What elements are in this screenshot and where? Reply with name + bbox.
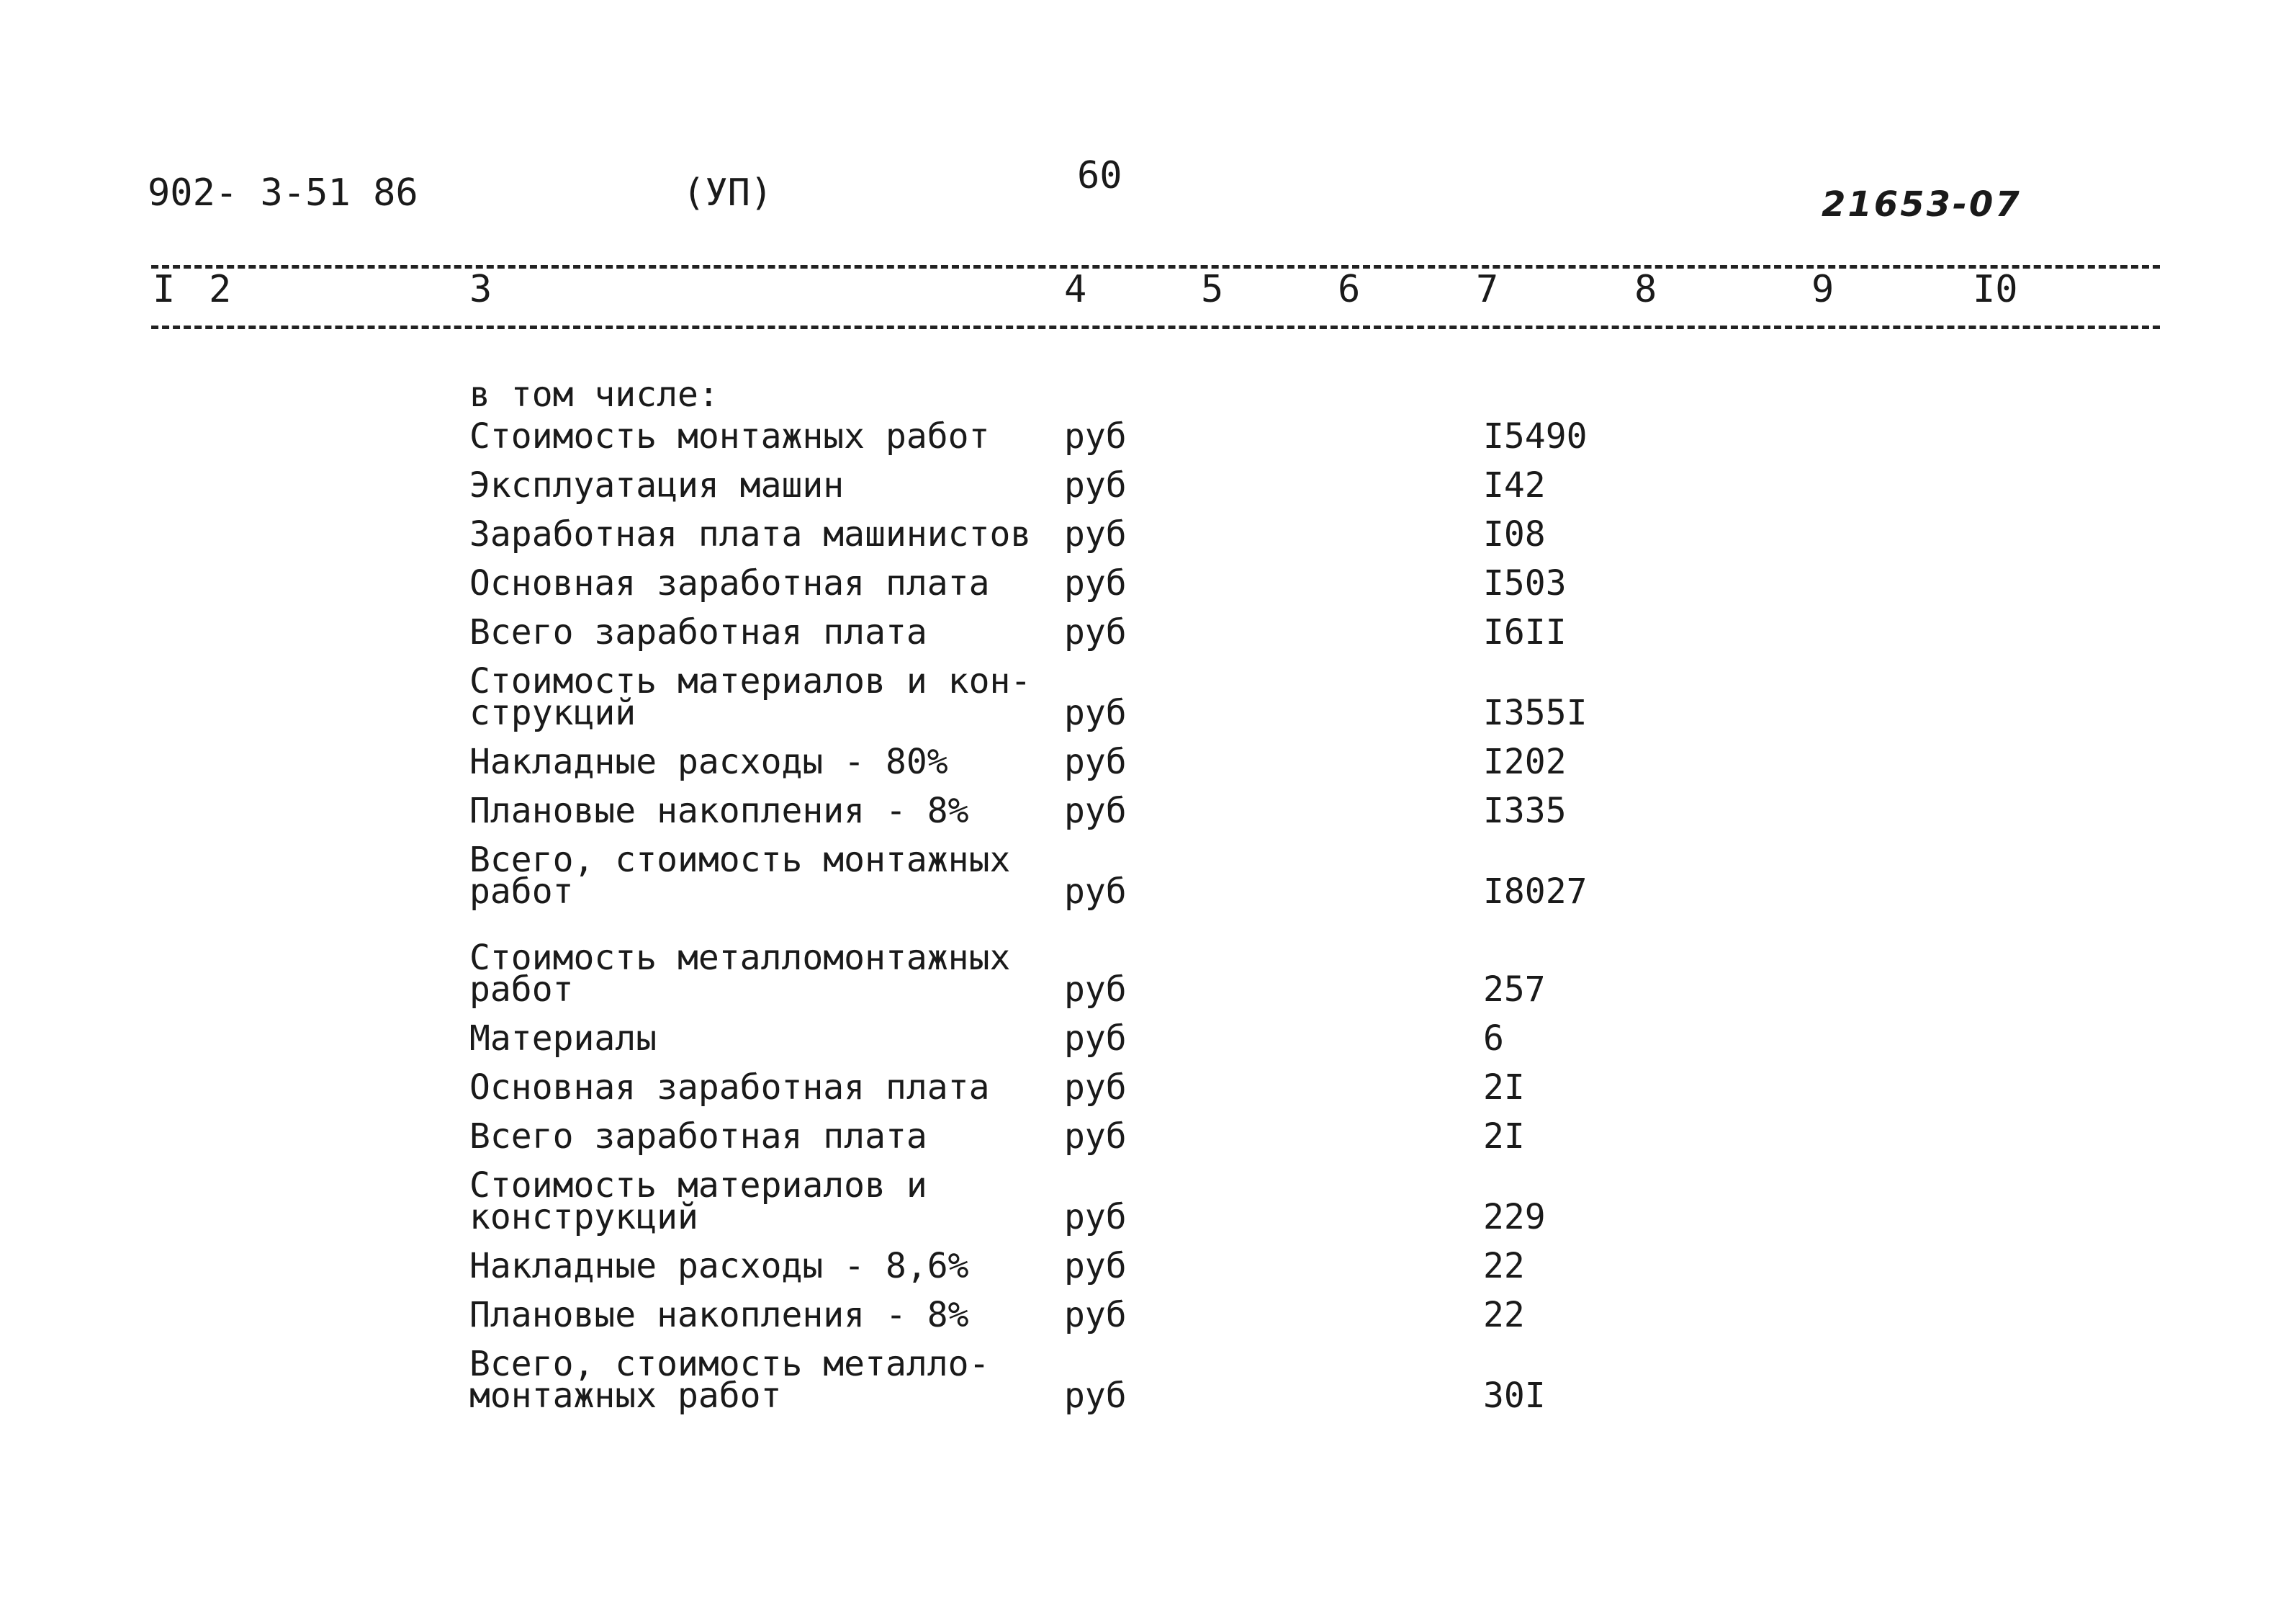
row-unit: руб <box>1064 1018 1127 1059</box>
row-label: Заработная плата машинистов <box>469 514 1032 555</box>
row-label: Накладные расходы - 80% <box>469 742 948 782</box>
row-value: I5490 <box>1483 416 1588 457</box>
row-value: I42 <box>1483 465 1546 506</box>
row-label: Эксплуатация машин <box>469 465 845 506</box>
row-unit: руб <box>1064 969 1127 1010</box>
row-unit: руб <box>1064 465 1127 506</box>
row-value: 22 <box>1483 1295 1525 1335</box>
row-label: Всего, стоимость металло- монтажных работ <box>469 1344 990 1416</box>
section-label: (УП) <box>683 171 773 215</box>
column-number: I <box>153 268 176 311</box>
row-value: I335 <box>1483 791 1567 831</box>
column-number: 7 <box>1476 268 1499 311</box>
row-value: 257 <box>1483 969 1546 1010</box>
intro-text: в том числе: <box>469 374 719 415</box>
row-label: Стоимость металломонтажных работ <box>469 938 1011 1010</box>
row-unit: руб <box>1064 1116 1127 1157</box>
row-value: 2I <box>1483 1067 1525 1108</box>
row-label: Всего заработная плата <box>469 1116 927 1157</box>
column-number: I0 <box>1973 268 2018 311</box>
row-unit: руб <box>1064 1197 1127 1237</box>
row-value: 30I <box>1483 1376 1546 1416</box>
row-unit: руб <box>1064 871 1127 912</box>
row-value: 229 <box>1483 1197 1546 1237</box>
column-number: 2 <box>209 268 232 311</box>
row-label: Всего заработная плата <box>469 612 927 652</box>
row-label: Основная заработная плата <box>469 563 990 604</box>
row-label: Плановые накопления - 8% <box>469 791 969 831</box>
row-unit: руб <box>1064 693 1127 733</box>
row-value: I08 <box>1483 514 1546 555</box>
album-number: 21653-07 <box>1822 184 2022 225</box>
column-number: 9 <box>1811 268 1834 311</box>
document-code: 902- 3-51 86 <box>148 171 418 215</box>
row-value: I6II <box>1483 612 1567 652</box>
row-label: Основная заработная плата <box>469 1067 990 1108</box>
row-unit: руб <box>1064 563 1127 604</box>
row-unit: руб <box>1064 612 1127 652</box>
row-label: Материалы <box>469 1018 657 1059</box>
row-unit: руб <box>1064 1376 1127 1416</box>
row-value: 22 <box>1483 1246 1525 1286</box>
row-label: Плановые накопления - 8% <box>469 1295 969 1335</box>
page-number: 60 <box>1077 154 1122 197</box>
column-number: 3 <box>469 268 492 311</box>
row-value: I503 <box>1483 563 1567 604</box>
header-divider-top <box>151 265 2160 269</box>
row-value: I202 <box>1483 742 1567 782</box>
row-label: Стоимость монтажных работ <box>469 416 990 457</box>
row-unit: руб <box>1064 1295 1127 1335</box>
row-unit: руб <box>1064 514 1127 555</box>
column-number: 6 <box>1338 268 1361 311</box>
column-number: 5 <box>1201 268 1224 311</box>
row-value: I8027 <box>1483 871 1588 912</box>
row-label: Стоимость материалов и конструкций <box>469 1165 927 1237</box>
column-number: 8 <box>1634 268 1657 311</box>
row-label: Стоимость материалов и кон- струкций <box>469 661 1032 733</box>
row-unit: руб <box>1064 416 1127 457</box>
row-label: Накладные расходы - 8,6% <box>469 1246 969 1286</box>
row-value: I355I <box>1483 693 1588 733</box>
row-value: 2I <box>1483 1116 1525 1157</box>
column-number: 4 <box>1064 268 1087 311</box>
row-unit: руб <box>1064 1246 1127 1286</box>
header-divider-bottom <box>151 326 2160 329</box>
row-value: 6 <box>1483 1018 1504 1059</box>
row-unit: руб <box>1064 742 1127 782</box>
row-label: Всего, стоимость монтажных работ <box>469 840 1011 912</box>
row-unit: руб <box>1064 1067 1127 1108</box>
row-unit: руб <box>1064 791 1127 831</box>
